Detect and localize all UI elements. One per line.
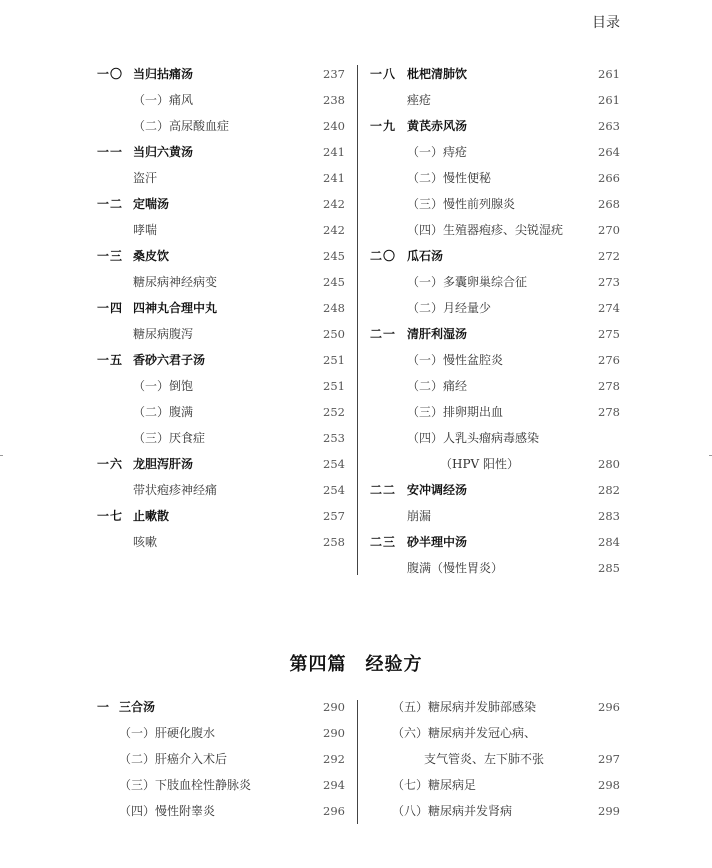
toc-subentry [370, 295, 620, 321]
page-number: 241 [323, 145, 345, 159]
toc-subentry [370, 191, 620, 217]
toc-subentry [370, 139, 620, 165]
entry-title: 香砂六君子汤 [133, 353, 206, 367]
entry-title: 糖尿病腹泻 [133, 327, 194, 341]
entry-title: （三）厌食症 [133, 431, 206, 445]
toc-subentry [370, 165, 620, 191]
entry-title: 糖尿病神经病变 [133, 275, 218, 289]
page-number: 257 [323, 509, 345, 523]
toc-entry [370, 113, 620, 139]
entry-title: （二）月经量少 [407, 301, 492, 315]
entry-title: （三）下肢血栓性静脉炎 [119, 778, 252, 792]
toc-entry [370, 477, 620, 503]
entry-title: 支气管炎、左下肺不张 [424, 752, 545, 766]
column-divider-bottom [357, 700, 358, 824]
edge-tick-left [0, 455, 3, 456]
toc-subentry [97, 113, 345, 139]
entry-title: 当归拈痛汤 [133, 67, 194, 81]
entry-number: 二〇 [370, 249, 397, 263]
entry-title: 砂半理中汤 [407, 535, 468, 549]
entry-title: （一）痔疮 [407, 145, 468, 159]
toc-subentry [97, 321, 345, 347]
entry-title: （一）多囊卵巢综合征 [407, 275, 528, 289]
toc-subentry [370, 451, 620, 477]
page-number: 280 [598, 457, 620, 471]
entry-title: （八）糖尿病并发肾病 [392, 804, 513, 818]
page-number: 237 [323, 67, 345, 81]
page-number: 296 [323, 804, 345, 818]
toc-entry [97, 243, 345, 269]
entry-title: 腹满（慢性胃炎） [407, 561, 504, 575]
page-number: 278 [598, 379, 620, 393]
page-number: 290 [323, 726, 345, 740]
entry-title: 三合汤 [119, 700, 156, 714]
entry-number: 一七 [97, 509, 124, 523]
page-number: 292 [323, 752, 345, 766]
entry-title: （一）慢性盆腔炎 [407, 353, 504, 367]
entry-title: （二）肝癌介入术后 [119, 752, 228, 766]
running-header: 目录 [592, 15, 620, 31]
toc-column-bottom-right [370, 694, 620, 824]
toc-subentry [97, 425, 345, 451]
page-number: 276 [598, 353, 620, 367]
toc-subentry [370, 798, 620, 824]
toc-subentry [97, 720, 345, 746]
entry-number: 一八 [370, 67, 397, 81]
page-number: 274 [598, 301, 620, 315]
entry-number: 一四 [97, 301, 124, 315]
page-number: 290 [323, 700, 345, 714]
toc-entry [370, 243, 620, 269]
page-number: 297 [598, 752, 620, 766]
page-number: 254 [323, 457, 345, 471]
page-number: 270 [598, 223, 620, 237]
entry-title: （二）慢性便秘 [407, 171, 492, 185]
page-number: 272 [598, 249, 620, 263]
toc-subentry [97, 269, 345, 295]
entry-title: 黄芪赤风汤 [407, 119, 468, 133]
entry-title: （二）高尿酸血症 [133, 119, 230, 133]
toc-entry [370, 321, 620, 347]
toc-subentry [97, 373, 345, 399]
entry-title: 哮喘 [133, 223, 158, 237]
toc-subentry [370, 373, 620, 399]
entry-number: 二二 [370, 483, 397, 497]
entry-title: （四）人乳头瘤病毒感染 [407, 431, 540, 445]
entry-number: 一六 [97, 457, 124, 471]
page-number: 282 [598, 483, 620, 497]
entry-number: 一 [97, 700, 111, 714]
toc-entry [370, 529, 620, 555]
page-number: 261 [598, 93, 620, 107]
toc-entry [97, 191, 345, 217]
page-number: 299 [598, 804, 620, 818]
toc-entry [97, 503, 345, 529]
entry-title: 崩漏 [407, 509, 432, 523]
page-number: 275 [598, 327, 620, 341]
page-number: 238 [323, 93, 345, 107]
toc-subentry [370, 694, 620, 720]
toc-entry [97, 295, 345, 321]
toc-column-bottom-left [97, 694, 345, 824]
entry-title: 盗汗 [133, 171, 158, 185]
toc-subentry [370, 425, 620, 451]
entry-title: 定喘汤 [133, 197, 170, 211]
entry-title: （二）腹满 [133, 405, 194, 419]
toc-subentry [370, 269, 620, 295]
toc-subentry [97, 87, 345, 113]
page-number: 251 [323, 379, 345, 393]
page-number: 258 [323, 535, 345, 549]
entry-title: 龙胆泻肝汤 [133, 457, 194, 471]
entry-number: 一〇 [97, 67, 124, 81]
page-number: 245 [323, 249, 345, 263]
toc-subentry [97, 529, 345, 555]
entry-number: 一二 [97, 197, 124, 211]
entry-title: 清肝利湿汤 [407, 327, 468, 341]
page-number: 278 [598, 405, 620, 419]
page-number: 263 [598, 119, 620, 133]
entry-title: （四）生殖器疱疹、尖锐湿疣 [407, 223, 564, 237]
page-number: 261 [598, 67, 620, 81]
page-number: 266 [598, 171, 620, 185]
entry-title: 痤疮 [407, 93, 432, 107]
entry-title: （七）糖尿病足 [392, 778, 477, 792]
entry-number: 一一 [97, 145, 124, 159]
entry-title: （三）慢性前列腺炎 [407, 197, 516, 211]
toc-subentry [370, 87, 620, 113]
entry-number: 二一 [370, 327, 397, 341]
page-number: 242 [323, 197, 345, 211]
toc-subentry [370, 347, 620, 373]
entry-title: （一）倒饱 [133, 379, 194, 393]
toc-subentry [97, 165, 345, 191]
entry-number: 一五 [97, 353, 124, 367]
toc-subentry [370, 399, 620, 425]
page-number: 283 [598, 509, 620, 523]
entry-title: （一）肝硬化腹水 [119, 726, 216, 740]
toc-column-top-left [97, 61, 345, 555]
column-divider-top [357, 65, 358, 575]
toc-subentry [370, 217, 620, 243]
toc-column-top-right [370, 61, 620, 581]
entry-number: 二三 [370, 535, 397, 549]
toc-subentry [370, 555, 620, 581]
toc-subentry [97, 746, 345, 772]
toc-entry [97, 139, 345, 165]
toc-entry [97, 694, 345, 720]
toc-subentry [370, 720, 620, 746]
entry-title: 带状疱疹神经痛 [133, 483, 218, 497]
page-number: 273 [598, 275, 620, 289]
toc-subentry [97, 798, 345, 824]
entry-title: 四神丸合理中丸 [133, 301, 218, 315]
entry-title: （六）糖尿病并发冠心病、 [392, 726, 537, 740]
entry-title: （HPV 阳性） [440, 457, 520, 471]
page-number: 264 [598, 145, 620, 159]
entry-title: （二）痛经 [407, 379, 468, 393]
entry-number: 一九 [370, 119, 397, 133]
page-number: 285 [598, 561, 620, 575]
entry-title: 枇杷清肺饮 [407, 67, 468, 81]
toc-subentry [97, 772, 345, 798]
page-number: 245 [323, 275, 345, 289]
page-number: 268 [598, 197, 620, 211]
toc-entry [97, 451, 345, 477]
page-number: 296 [598, 700, 620, 714]
toc-subentry [370, 503, 620, 529]
entry-title: 咳嗽 [133, 535, 158, 549]
page-number: 253 [323, 431, 345, 445]
part-title: 第四篇 经验方 [289, 654, 423, 675]
entry-title: （五）糖尿病并发肺部感染 [392, 700, 537, 714]
toc-subentry [97, 477, 345, 503]
toc-subentry [97, 217, 345, 243]
entry-title: （三）排卵期出血 [407, 405, 504, 419]
toc-subentry [370, 772, 620, 798]
page-number: 251 [323, 353, 345, 367]
toc-subentry [97, 399, 345, 425]
entry-title: 止嗽散 [133, 509, 170, 523]
page-number: 298 [598, 778, 620, 792]
entry-title: 瓜石汤 [407, 249, 444, 263]
toc-entry [97, 347, 345, 373]
toc-entry [97, 61, 345, 87]
entry-title: 桑皮饮 [133, 249, 170, 263]
page-number: 248 [323, 301, 345, 315]
toc-subentry [370, 746, 620, 772]
entry-number: 一三 [97, 249, 124, 263]
page-number: 254 [323, 483, 345, 497]
page-number: 241 [323, 171, 345, 185]
entry-title: 安冲调经汤 [407, 483, 468, 497]
page-number: 294 [323, 778, 345, 792]
page-number: 250 [323, 327, 345, 341]
page-number: 284 [598, 535, 620, 549]
page-number: 252 [323, 405, 345, 419]
entry-title: （一）痛风 [133, 93, 194, 107]
entry-title: （四）慢性附睾炎 [119, 804, 216, 818]
page-number: 240 [323, 119, 345, 133]
page-number: 242 [323, 223, 345, 237]
entry-title: 当归六黄汤 [133, 145, 194, 159]
toc-entry [370, 61, 620, 87]
